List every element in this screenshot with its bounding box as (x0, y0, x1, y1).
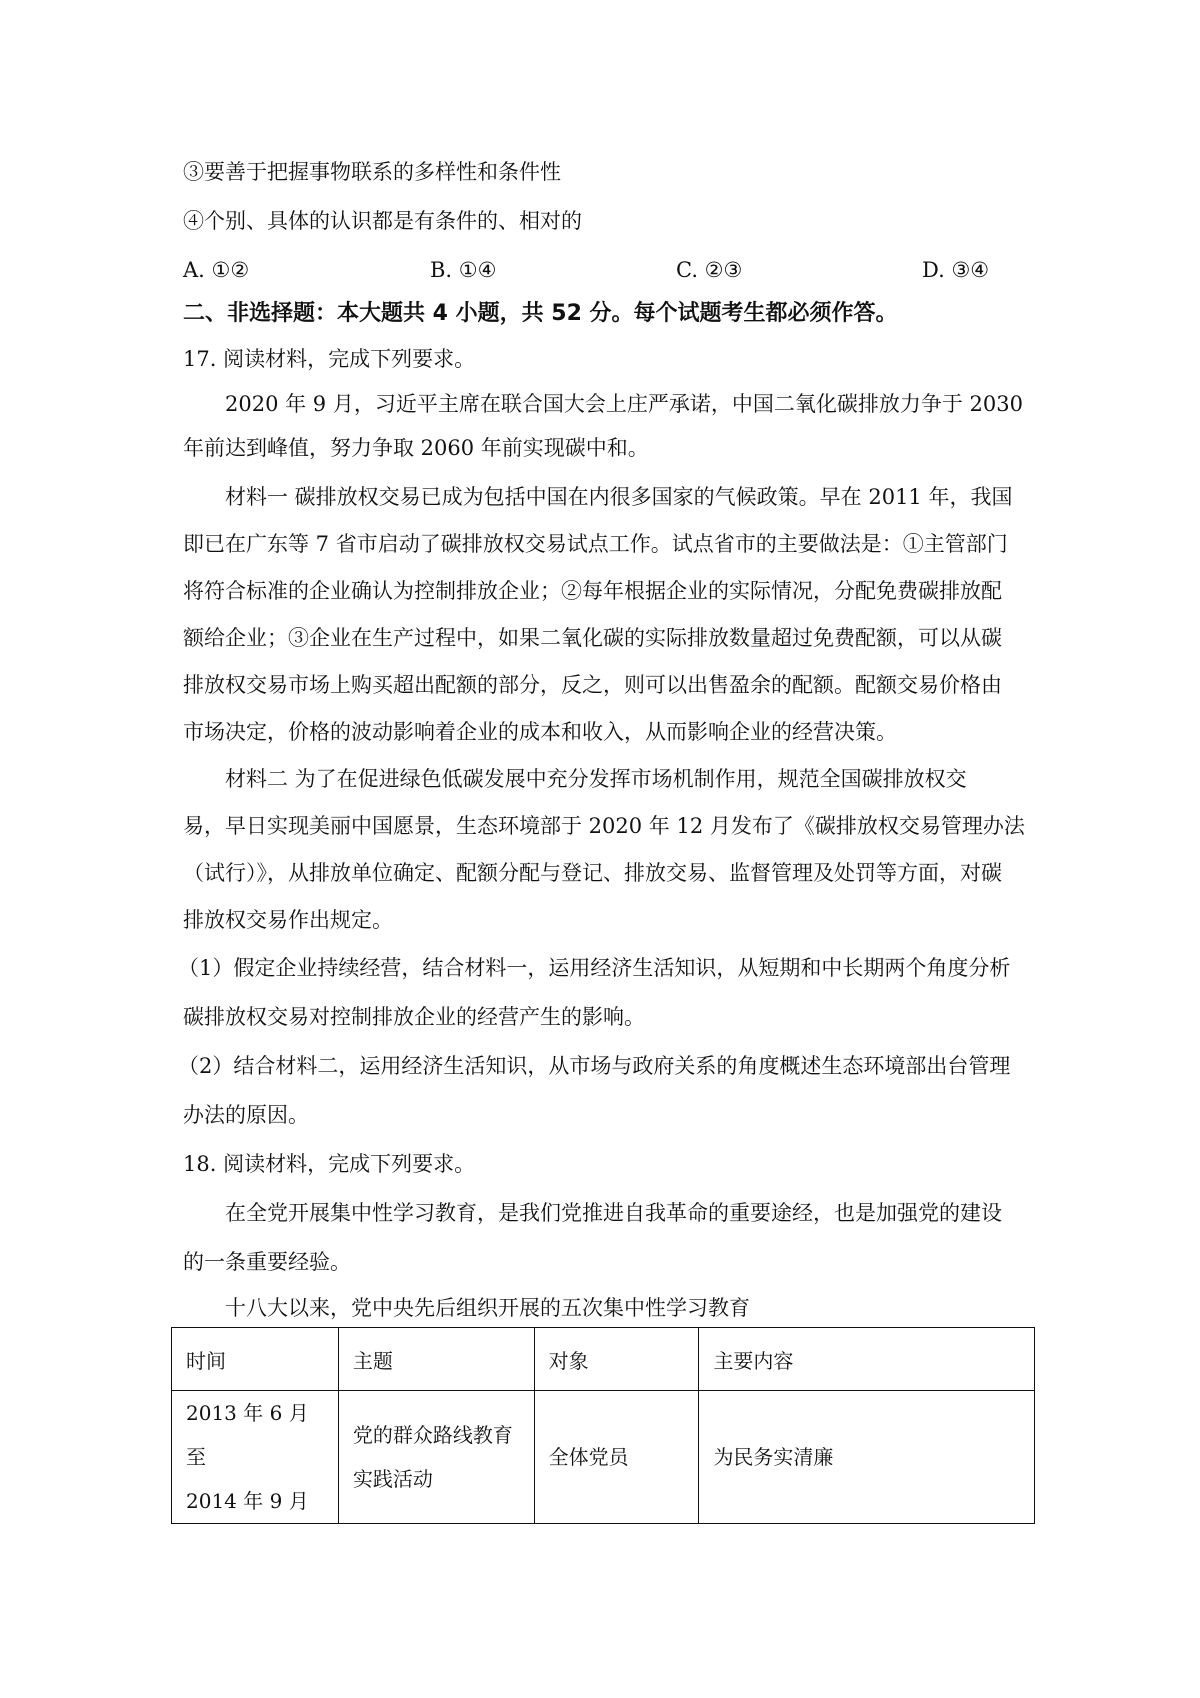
q17-sub2-line: 办法的原因。 (183, 1103, 309, 1127)
section-heading: 二、非选择题：本大题共 4 小题，共 52 分。每个试题考生都必须作答。 (183, 301, 898, 326)
table-header-cell: 对象 (534, 1328, 699, 1391)
q18-title: 18. 阅读材料，完成下列要求。 (183, 1152, 476, 1176)
cell-line: 党的群众路线教育 (352, 1423, 513, 1447)
q17-sub1-line: 碳排放权交易对控制排放企业的经营产生的影响。 (183, 1005, 645, 1029)
q17-material1-line: 排放权交易市场上购买超出配额的部分，反之，则可以出售盈余的配额。配额交易价格由 (183, 673, 1002, 697)
q17-material1-line: 市场决定，价格的波动影响着企业的成本和收入，从而影响企业的经营决策。 (183, 720, 897, 744)
q17-sub1-line: （1）假定企业持续经营，结合材料一，运用经济生活知识，从短期和中长期两个角度分析 (178, 956, 1011, 980)
cell-line: 2014 年 9 月 (186, 1489, 309, 1513)
q18-intro-line: 的一条重要经验。 (183, 1250, 351, 1274)
table-cell-target: 全体党员 (534, 1391, 699, 1524)
cell-line: 实践活动 (352, 1467, 433, 1491)
q17-intro-line: 年前达到峰值，努力争取 2060 年前实现碳中和。 (183, 436, 649, 460)
table-header-cell: 主题 (338, 1328, 534, 1391)
q17-material1-line: 额给企业；③企业在生产过程中，如果二氧化碳的实际排放数量超过免费配额，可以从碳 (183, 626, 1002, 650)
table-header-cell: 主要内容 (699, 1328, 1035, 1391)
study-education-table (171, 1327, 1035, 1524)
q17-material1-line: 材料一 碳排放权交易已成为包括中国在内很多国家的气候政策。早在 2011 年，我国 (225, 485, 1013, 509)
q17-material2-line: 材料二 为了在促进绿色低碳发展中充分发挥市场机制作用，规范全国碳排放权交 (225, 767, 967, 791)
q18-intro-line: 在全党开展集中性学习教育，是我们党推进自我革命的重要途经，也是加强党的建设 (225, 1201, 1002, 1225)
choice-d: D. ③④ (922, 258, 990, 282)
choice-a: A. ①② (183, 258, 250, 282)
table-cell-theme (338, 1391, 534, 1524)
q17-material1-line: 即已在广东等 7 省市启动了碳排放权交易试点工作。试点省市的主要做法是：①主管部门 (183, 532, 1008, 556)
table-header-cell: 时间 (172, 1328, 339, 1391)
table-row (172, 1391, 1035, 1524)
q17-title: 17. 阅读材料，完成下列要求。 (183, 347, 476, 371)
choice-b: B. ①④ (430, 258, 497, 282)
q17-material2-line: 排放权交易作出规定。 (183, 908, 393, 932)
table-cell-time (172, 1391, 339, 1524)
table-cell-content: 为民务实清廉 (699, 1391, 1035, 1524)
table-caption: 十八大以来，党中央先后组织开展的五次集中性学习教育 (225, 1296, 750, 1320)
q17-material2-line: （试行）》，从排放单位确定、配额分配与登记、排放交易、监督管理及处罚等方面，对碳 (183, 861, 1002, 885)
cell-line: 2013 年 6 月至 (186, 1401, 309, 1469)
option-item-4: ④个别、具体的认识都是有条件的、相对的 (183, 209, 582, 233)
option-item-3: ③要善于把握事物联系的多样性和条件性 (183, 160, 561, 184)
q17-material1-line: 将符合标准的企业确认为控制排放企业；②每年根据企业的实际情况，分配免费碳排放配 (183, 579, 1002, 603)
q17-sub2-line: （2）结合材料二，运用经济生活知识，从市场与政府关系的角度概述生态环境部出台管理 (178, 1054, 1011, 1078)
q17-intro-line: 2020 年 9 月，习近平主席在联合国大会上庄严承诺，中国二氧化碳排放力争于 2030 (225, 392, 1023, 416)
table-header-row (172, 1328, 1035, 1391)
choice-c: C. ②③ (676, 258, 743, 282)
q17-material2-line: 易，早日实现美丽中国愿景，生态环境部于 2020 年 12 月发布了《碳排放权交易管理办法 (183, 814, 1025, 838)
